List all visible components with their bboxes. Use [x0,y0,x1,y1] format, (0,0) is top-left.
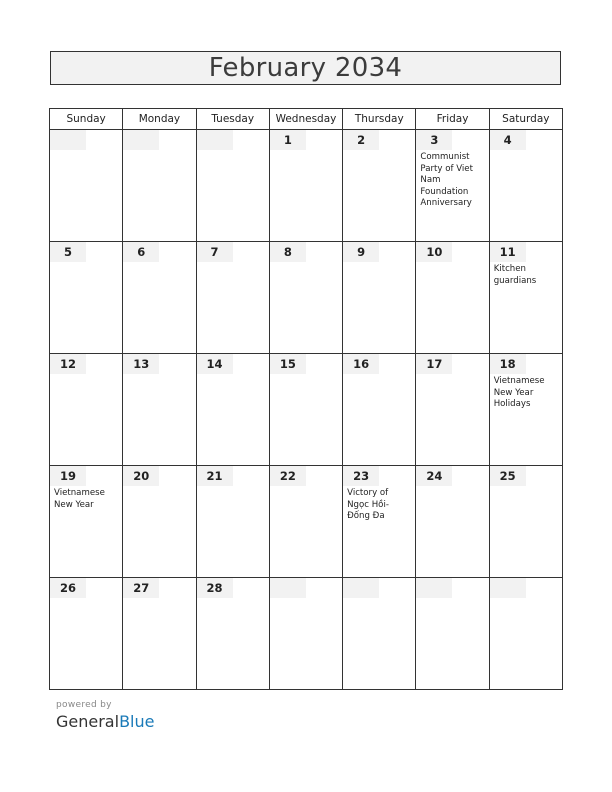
day-number: 17 [416,354,452,374]
day-cell [196,578,269,690]
day-number: 5 [50,242,86,262]
day-number: 16 [343,354,379,374]
day-cell [123,578,196,690]
weekday-header: Tuesday [196,109,269,130]
day-cell [269,578,342,690]
day-number: 27 [123,578,159,598]
day-cell [489,130,562,242]
calendar-title: February 2034 [208,53,403,83]
day-number [197,130,233,150]
brand-general: General [56,712,120,731]
day-cell [196,242,269,354]
day-cell [343,354,416,466]
calendar-grid [49,108,563,690]
week-row [50,242,563,354]
day-cell [50,242,123,354]
day-number [123,130,159,150]
day-number: 19 [50,466,86,486]
generalblue-logo [56,712,154,731]
day-number [270,578,306,598]
day-cell [489,578,562,690]
day-cell [416,466,489,578]
day-number: 2 [343,130,379,150]
day-cell [196,130,269,242]
day-number: 9 [343,242,379,262]
holiday-label: Victory of Ngọc Hồi-Đống Đa [347,488,389,521]
weekday-header: Thursday [343,109,416,130]
day-cell [123,354,196,466]
day-number: 23 [343,466,379,486]
weekday-header: Sunday [50,109,123,130]
day-cell [343,130,416,242]
holiday-label: Vietnamese New Year Holidays [493,376,545,409]
weekday-header: Wednesday [269,109,342,130]
footer [56,700,154,731]
day-cell [123,466,196,578]
day-number: 28 [197,578,233,598]
day-cell [343,578,416,690]
day-number: 8 [270,242,306,262]
day-cell [416,578,489,690]
day-cell [269,354,342,466]
holiday-label: Kitchen guardians [493,264,537,286]
day-cell [196,354,269,466]
week-row [50,354,563,466]
day-cell [123,130,196,242]
day-number: 14 [197,354,233,374]
day-cell [416,130,489,242]
day-cell [196,466,269,578]
day-cell [489,466,562,578]
brand-blue: Blue [119,712,155,731]
day-cell [50,578,123,690]
weekday-header: Friday [416,109,489,130]
day-number [416,578,452,598]
day-number: 4 [490,130,526,150]
day-number: 11 [490,242,526,262]
day-number: 15 [270,354,306,374]
day-number: 3 [416,130,452,150]
day-cell [50,130,123,242]
day-number: 24 [416,466,452,486]
day-cell [50,466,123,578]
day-number: 22 [270,466,306,486]
week-row [50,130,563,242]
day-cell [50,354,123,466]
day-number: 1 [270,130,306,150]
day-number: 12 [50,354,86,374]
day-number: 13 [123,354,159,374]
day-cell [416,242,489,354]
week-row [50,466,563,578]
day-cell [343,242,416,354]
day-number: 7 [197,242,233,262]
day-cell [489,242,562,354]
day-number: 6 [123,242,159,262]
holiday-label: Vietnamese New Year [54,488,105,510]
weekday-header-row [50,109,563,130]
day-cell [489,354,562,466]
day-number [490,578,526,598]
day-cell [123,242,196,354]
day-cell [416,354,489,466]
day-cell [269,466,342,578]
day-number: 25 [490,466,526,486]
calendar-title-box [50,51,561,85]
day-number [343,578,379,598]
day-number: 21 [197,466,233,486]
powered-by-text: powered by [56,700,112,710]
weekday-header: Saturday [489,109,562,130]
week-row [50,578,563,690]
holiday-label: Communist Party of Viet Nam Foundation Anniversary [420,152,473,208]
day-number: 18 [490,354,526,374]
weekday-header: Monday [123,109,196,130]
day-cell [343,466,416,578]
day-number: 10 [416,242,452,262]
day-number [50,130,86,150]
day-number: 20 [123,466,159,486]
day-cell [269,130,342,242]
day-cell [269,242,342,354]
day-number: 26 [50,578,86,598]
